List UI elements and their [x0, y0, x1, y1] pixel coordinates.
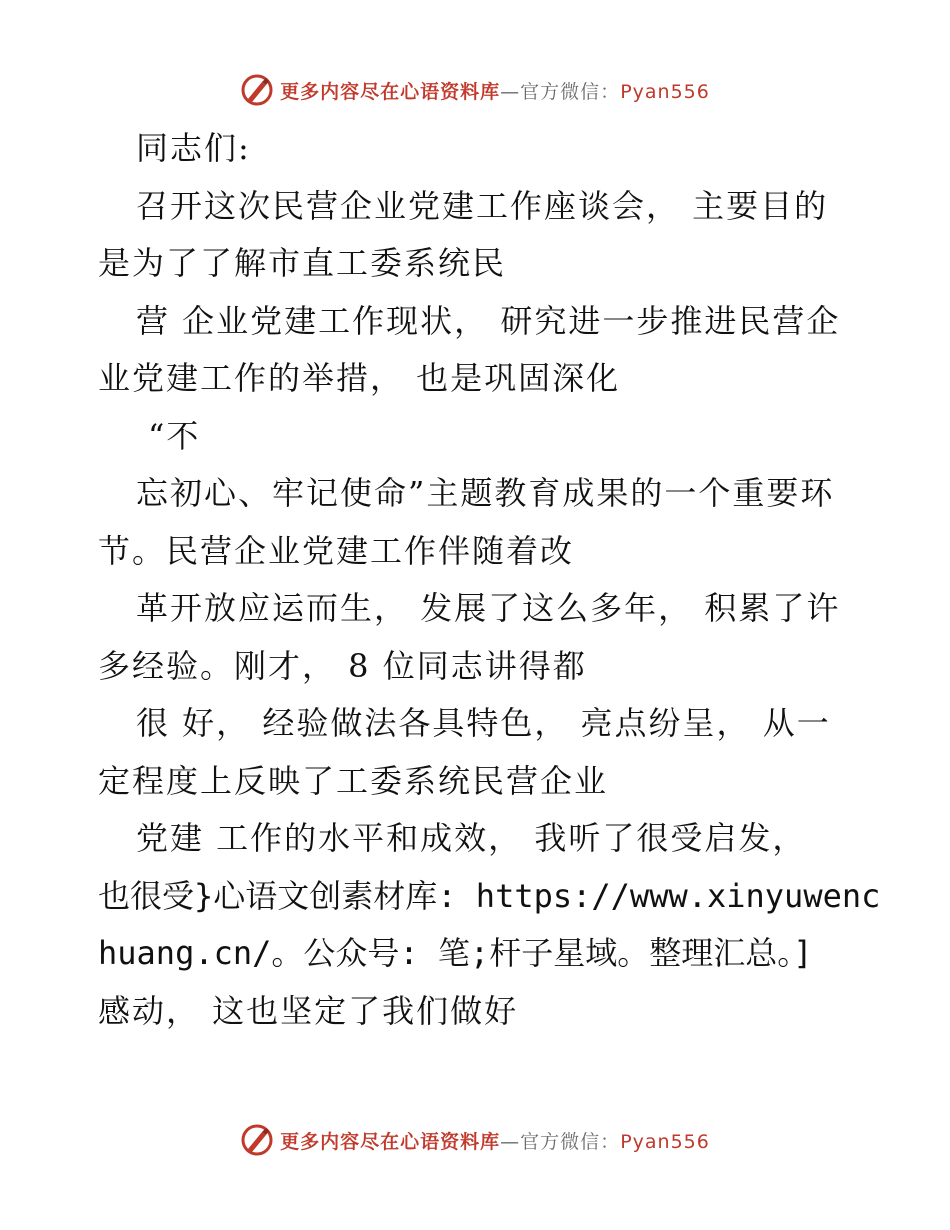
text-line: 很 好， 经验做法各具特色， 亮点纷呈， 从一	[136, 704, 831, 742]
text-line: “不	[148, 416, 201, 455]
document-body	[98, 120, 881, 1040]
text-line-url: 也很受}心语文创素材库: https://www.xinyuwenc	[98, 876, 881, 915]
text-line: 多经验。刚才， 8 位同志讲得都	[98, 646, 587, 685]
text-line: 忘初心、牢记使命”主题教育成果的一个重要环	[136, 474, 835, 512]
pen-logo-icon	[240, 73, 274, 107]
text-line: 定程度上反映了工委系统民营企业	[98, 761, 609, 800]
banner-main-text: 更多内容尽在心语资料库	[280, 1130, 501, 1153]
text-line: 感动， 这也坚定了我们做好	[98, 991, 519, 1030]
banner-dash: —	[500, 80, 521, 103]
text-line: 是为了了解市直工委系统民	[98, 244, 507, 282]
banner-text	[280, 77, 710, 104]
banner-main-text: 更多内容尽在心语资料库	[280, 80, 501, 103]
text-line: 同志们:	[136, 129, 251, 167]
pen-logo-icon	[240, 1123, 274, 1157]
text-line: 节。民营企业党建工作伴随着改	[98, 531, 575, 570]
banner-text	[280, 1127, 710, 1154]
text-line: 营 企业党建工作现状， 研究进一步推进民营企	[136, 301, 841, 340]
banner-sub-text: 官方微信：	[520, 80, 621, 103]
text-line: 党建 工作的水平和成效， 我听了很受启发，	[136, 819, 807, 857]
banner-dash: —	[500, 1130, 521, 1153]
text-line: 革开放应运而生， 发展了这么多年， 积累了许	[136, 589, 841, 627]
text-line: 业党建工作的举措， 也是巩固深化	[98, 359, 621, 397]
banner-sub-text: 官方微信：	[520, 1130, 621, 1153]
text-line-url: huang.cn/。公众号: 笔;杆子星域。整理汇总。]	[98, 934, 813, 972]
header-watermark-banner	[0, 70, 950, 110]
footer-watermark-banner	[0, 1120, 950, 1160]
banner-wechat-id: Pyan556	[620, 1130, 710, 1153]
banner-wechat-id: Pyan556	[620, 80, 710, 103]
text-line: 召开这次民营企业党建工作座谈会， 主要目的	[136, 186, 829, 225]
